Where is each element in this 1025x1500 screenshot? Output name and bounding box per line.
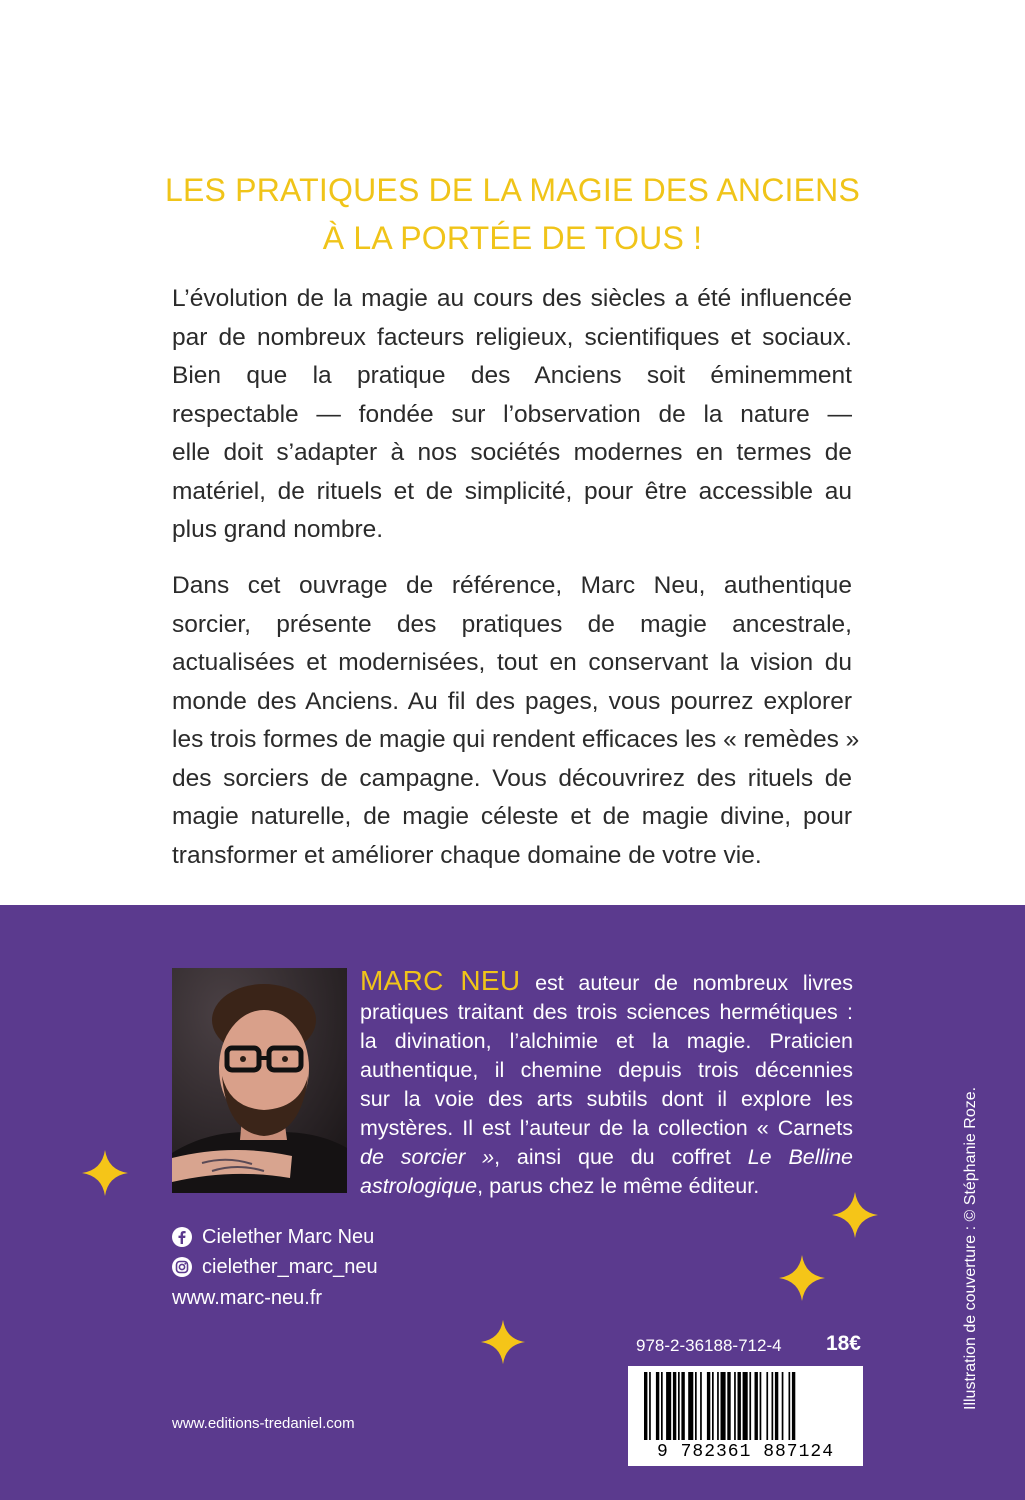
- headline: [0, 166, 1025, 262]
- barcode-bar: [712, 1372, 714, 1440]
- bio-line: la divination, l’alchimie et la magie. Praticien: [360, 1029, 853, 1053]
- barcode-bar: [772, 1372, 774, 1440]
- barcode-bar: [782, 1372, 784, 1440]
- barcode-bar: [755, 1372, 758, 1440]
- barcode-bars: [628, 1366, 863, 1444]
- barcode-bar: [792, 1372, 795, 1440]
- barcode: [628, 1366, 863, 1466]
- bio-line: sur la voie des arts subtils dont il explore les: [360, 1087, 853, 1111]
- barcode-bar: [717, 1372, 719, 1440]
- barcode-bar: [688, 1372, 693, 1440]
- star-icon: [80, 1148, 130, 1198]
- barcode-bar: [649, 1372, 651, 1440]
- barcode-bar: [789, 1372, 791, 1440]
- author-name: MARC NEU: [360, 965, 521, 996]
- star-icon: [830, 1190, 880, 1240]
- barcode-bar: [738, 1372, 741, 1440]
- bio-line: [360, 966, 853, 998]
- text-line: elle doit s’adapter à nos sociétés modernes en termes de: [172, 439, 852, 466]
- barcode-bar: [760, 1372, 762, 1440]
- bio-line-text: , parus chez le même éditeur.: [477, 1174, 760, 1198]
- text-line: par de nombreux facteurs religieux, scientifiques et sociaux.: [172, 323, 852, 351]
- barcode-bar: [775, 1372, 778, 1440]
- barcode-bar: [656, 1372, 659, 1440]
- headline-line-2: À LA PORTÉE DE TOUS !: [322, 220, 703, 256]
- isbn-number: 978-2-36188-712-4: [636, 1336, 782, 1355]
- barcode-bar: [721, 1372, 726, 1440]
- price: 18€: [825, 1332, 861, 1355]
- barcode-bar: [673, 1372, 676, 1440]
- text-line: sorcier, présente des pratiques de magie ancestrale,: [172, 610, 852, 638]
- text-line: monde des Anciens. Au fil des pages, vous pourrez explorer: [172, 687, 852, 715]
- isbn-price-row: [636, 1332, 861, 1362]
- bio-line-text: est auteur de nombreux livres: [520, 971, 853, 995]
- bio-line: [360, 1143, 853, 1172]
- bio-line-text: , ainsi que du coffret: [494, 1145, 748, 1169]
- text-line: plus grand nombre.: [172, 516, 384, 543]
- facebook-handle: Cielether Marc Neu: [202, 1226, 375, 1248]
- bio-italic-text: de sorcier »: [360, 1145, 495, 1169]
- instagram-icon: [172, 1257, 192, 1277]
- barcode-digits: 9 782361 887124: [656, 1442, 835, 1462]
- barcode-bar: [678, 1372, 680, 1440]
- facebook-link[interactable]: [172, 1222, 374, 1252]
- author-photo: [172, 968, 347, 1193]
- star-icon: [479, 1318, 527, 1366]
- illustration-credit: Illustration de couverture : © Stéphanie Roze.: [962, 1086, 979, 1410]
- barcode-bar: [695, 1372, 697, 1440]
- barcode-bar: [661, 1372, 663, 1440]
- text-line: transformer et améliorer chaque domaine de votre vie.: [172, 841, 762, 869]
- barcode-bar: [766, 1372, 768, 1440]
- bio-italic-text: Le Belline: [747, 1145, 853, 1169]
- bio-line: mystères. Il est l’auteur de la collection « Carnets: [360, 1116, 853, 1140]
- author-bio: [360, 966, 853, 1201]
- text-line: magie naturelle, de magie céleste et de magie divine, pour: [172, 803, 852, 830]
- bio-line: [360, 1172, 853, 1201]
- facebook-icon: [172, 1227, 192, 1247]
- barcode-bar: [700, 1372, 702, 1440]
- barcode-bar: [707, 1372, 710, 1440]
- star-icon: [777, 1253, 827, 1303]
- text-line: des sorciers de campagne. Vous découvrirez des rituels de: [172, 764, 852, 792]
- text-line: Dans cet ouvrage de référence, Marc Neu, authentique: [172, 572, 852, 599]
- publisher-website-link[interactable]: www.editions-tredaniel.com: [172, 1415, 355, 1432]
- bio-line: pratiques traitant des trois sciences hermétiques :: [360, 1000, 853, 1024]
- description-paragraph-2: [172, 567, 860, 875]
- barcode-bar: [749, 1372, 751, 1440]
- text-line: les trois formes de magie qui rendent efficaces les « remèdes »: [172, 726, 860, 753]
- author-portrait-illustration: [172, 968, 347, 1193]
- barcode-bar: [734, 1372, 736, 1440]
- text-line: respectable — fondée sur l’observation de la nature —: [172, 400, 852, 428]
- text-line: actualisées et modernisées, tout en conservant la vision du: [172, 649, 852, 676]
- text-line: L’évolution de la magie au cours des siècles a été influencée: [172, 285, 852, 312]
- barcode-bar: [666, 1372, 671, 1440]
- instagram-link[interactable]: [172, 1252, 378, 1282]
- barcode-bar: [743, 1372, 748, 1440]
- bio-line: authentique, il chemine depuis trois décennies: [360, 1058, 853, 1082]
- author-website-link[interactable]: www.marc-neu.fr: [172, 1287, 323, 1309]
- barcode-bar: [681, 1372, 684, 1440]
- text-line: matériel, de rituels et de simplicité, pour être accessible au: [172, 477, 852, 505]
- barcode-bar: [644, 1372, 647, 1440]
- instagram-handle: cielether_marc_neu: [202, 1256, 378, 1278]
- bio-italic-text: astrologique: [360, 1174, 478, 1198]
- text-line: Bien que la pratique des Anciens soit éminemment: [172, 362, 852, 389]
- description-paragraph-1: [172, 280, 852, 550]
- barcode-bar: [727, 1372, 730, 1440]
- headline-line-1: LES PRATIQUES DE LA MAGIE DES ANCIENS: [164, 172, 860, 208]
